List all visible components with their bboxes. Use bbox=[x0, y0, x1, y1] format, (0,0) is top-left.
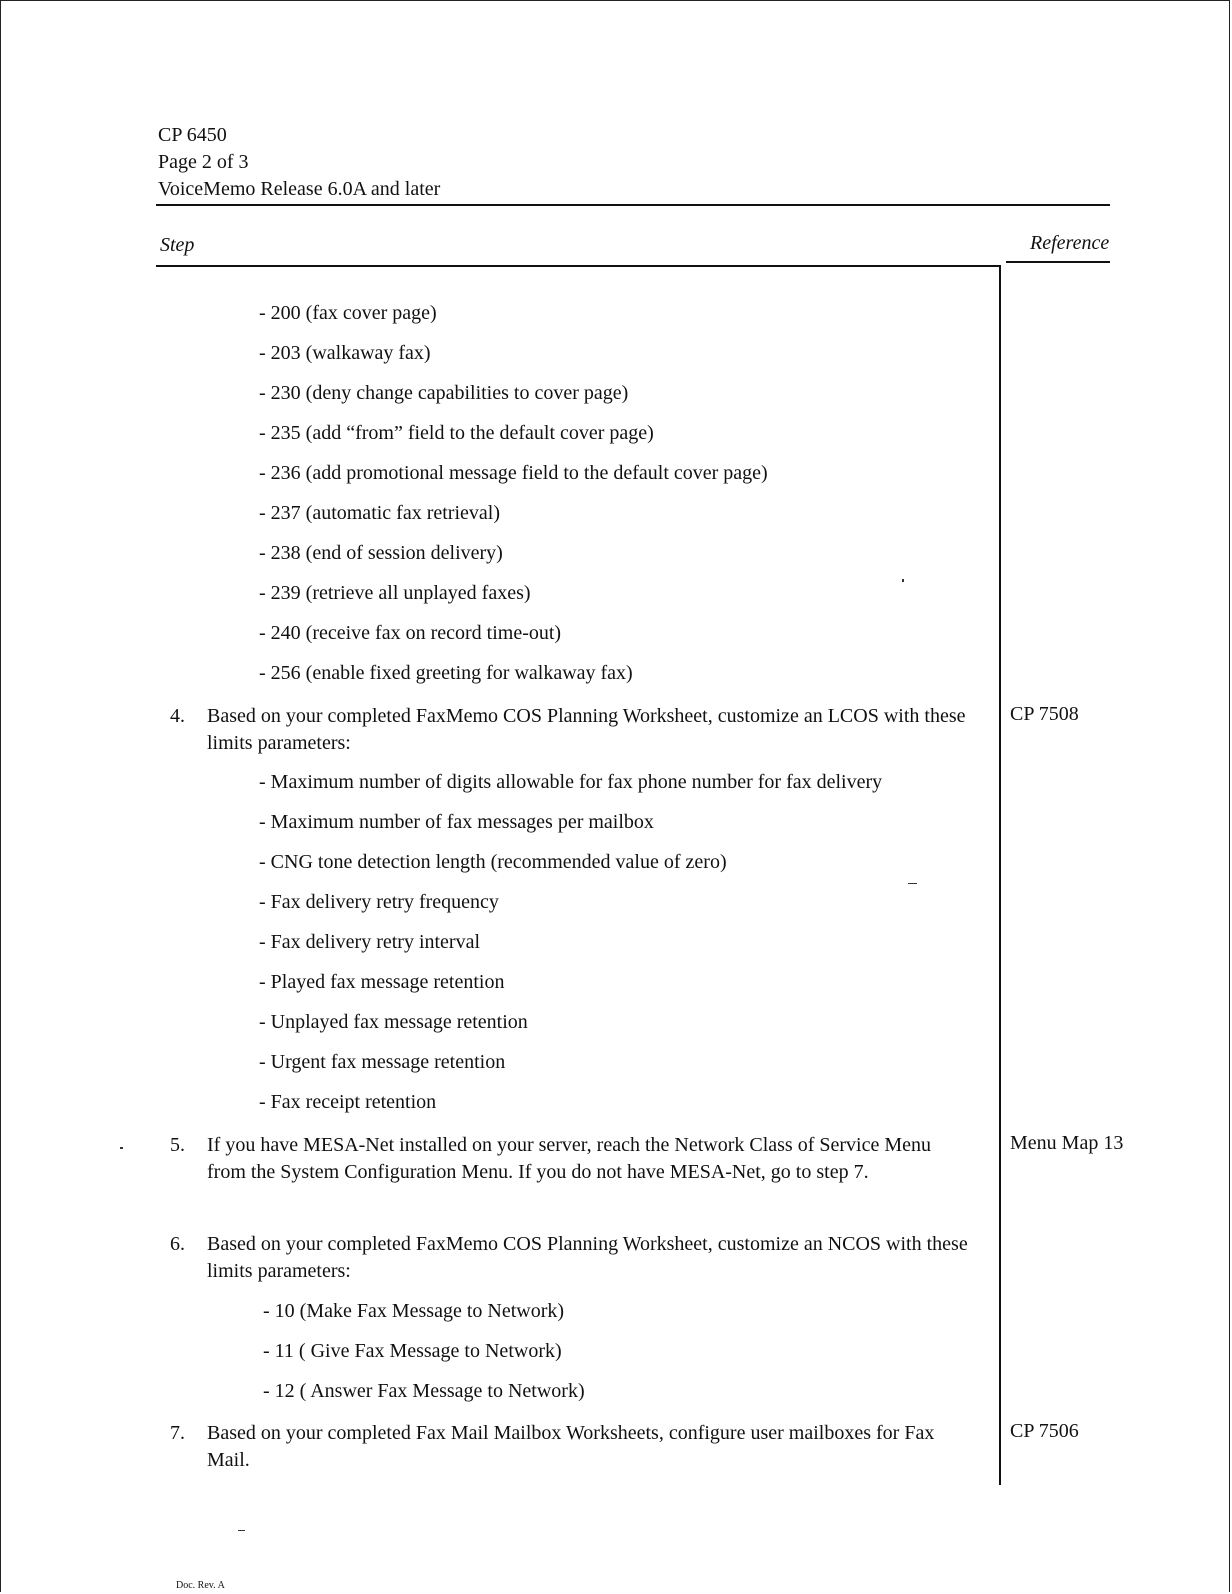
column-heading-rule bbox=[156, 265, 1000, 267]
list-item: - Played fax message retention bbox=[259, 971, 505, 993]
list-item: - 239 (retrieve all unplayed faxes) bbox=[259, 582, 531, 604]
list-item: - Fax delivery retry interval bbox=[259, 931, 481, 953]
document-header bbox=[158, 122, 440, 203]
list-item: - 235 (add “from” field to the default cover page) bbox=[259, 422, 654, 444]
step-7-reference: CP 7506 bbox=[1010, 1420, 1079, 1442]
step-7 bbox=[170, 1420, 970, 1474]
list-item: - 236 (add promotional message field to the default cover page) bbox=[259, 462, 768, 484]
scan-speck bbox=[908, 883, 917, 884]
step-text: If you have MESA-Net installed on your server, reach the Network Class of Service Menu from the System Configuration Menu. If you do not have MESA-Net, go to step 7. bbox=[207, 1134, 931, 1183]
header-rule bbox=[156, 204, 1110, 206]
step-number: 5. bbox=[170, 1134, 185, 1156]
document-footer: Doc. Rev. A bbox=[176, 1580, 225, 1591]
step-number: 6. bbox=[170, 1233, 185, 1255]
list-item: - 12 ( Answer Fax Message to Network) bbox=[263, 1380, 585, 1402]
list-item: - Fax delivery retry frequency bbox=[259, 891, 499, 913]
list-item: - 237 (automatic fax retrieval) bbox=[259, 502, 500, 524]
scan-speck bbox=[238, 1530, 245, 1531]
list-item: - 200 (fax cover page) bbox=[259, 302, 437, 324]
list-item: - 240 (receive fax on record time-out) bbox=[259, 622, 562, 644]
list-item: - 10 (Make Fax Message to Network) bbox=[263, 1300, 565, 1322]
step-number: 4. bbox=[170, 705, 185, 727]
release-info: VoiceMemo Release 6.0A and later bbox=[158, 178, 441, 200]
list-item: - 238 (end of session delivery) bbox=[259, 542, 503, 564]
list-item: - Urgent fax message retention bbox=[259, 1051, 506, 1073]
reference-heading-rule bbox=[1006, 261, 1110, 263]
step-5-reference: Menu Map 13 bbox=[1010, 1132, 1124, 1154]
list-item: - Maximum number of fax messages per mailbox bbox=[259, 811, 654, 833]
scan-speck bbox=[902, 579, 904, 582]
list-item: - 203 (walkaway fax) bbox=[259, 342, 431, 364]
step-4-reference: CP 7508 bbox=[1010, 703, 1079, 725]
list-item: - Unplayed fax message retention bbox=[259, 1011, 528, 1033]
list-item: - 230 (deny change capabilities to cover page) bbox=[259, 382, 629, 404]
step-column-heading: Step bbox=[160, 234, 195, 256]
step-text: Based on your completed FaxMemo COS Planning Worksheet, customize an NCOS with these limits parameters: bbox=[207, 1233, 968, 1282]
step-number: 7. bbox=[170, 1422, 185, 1444]
step-6 bbox=[170, 1231, 970, 1285]
list-item: - Fax receipt retention bbox=[259, 1091, 437, 1113]
scan-speck bbox=[120, 1147, 123, 1149]
doc-number: CP 6450 bbox=[158, 124, 227, 146]
reference-column-divider bbox=[999, 265, 1001, 1485]
list-item: - 256 (enable fixed greeting for walkaway fax) bbox=[259, 662, 633, 684]
step-4 bbox=[170, 703, 970, 757]
list-item: - 11 ( Give Fax Message to Network) bbox=[263, 1340, 562, 1362]
list-item: - CNG tone detection length (recommended value of zero) bbox=[259, 851, 727, 873]
reference-column-heading: Reference bbox=[1030, 232, 1110, 254]
step-text: Based on your completed Fax Mail Mailbox Worksheets, configure user mailboxes for Fax Mail. bbox=[207, 1422, 935, 1471]
step-text: Based on your completed FaxMemo COS Planning Worksheet, customize an LCOS with these limits parameters: bbox=[207, 705, 966, 754]
list-item: - Maximum number of digits allowable for fax phone number for fax delivery bbox=[259, 771, 883, 793]
page-indicator: Page 2 of 3 bbox=[158, 151, 249, 173]
step-5 bbox=[170, 1132, 970, 1186]
